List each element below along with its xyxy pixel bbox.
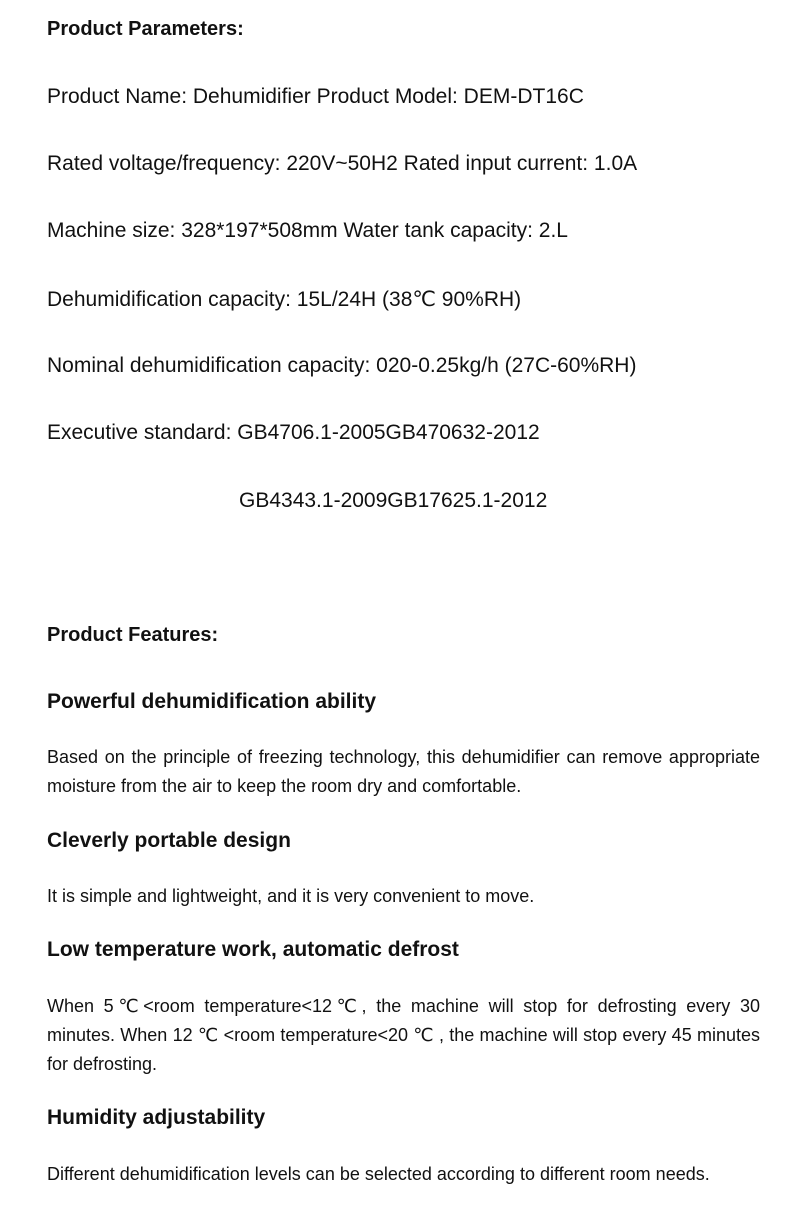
parameters-heading: Product Parameters:	[47, 18, 244, 40]
feature-text: It is simple and lightweight, and it is very convenient to move.	[47, 886, 535, 906]
param-voltage: Rated voltage/frequency: 220V~50H2 Rated input current: 1.0A	[47, 152, 638, 175]
param-nominal-capacity: Nominal dehumidification capacity: 020-0.25kg/h (27C-60%RH)	[47, 354, 637, 377]
param-dehumidification-capacity: Dehumidification capacity: 15L/24H (38℃ 90%RH)	[47, 288, 522, 311]
features-heading: Product Features:	[47, 624, 219, 646]
feature-title: Powerful dehumidification ability	[47, 690, 377, 713]
feature-title: Low temperature work, automatic defrost	[47, 938, 459, 961]
feature-title: Humidity adjustability	[47, 1106, 266, 1129]
feature-text: Different dehumidification levels can be selected according to different room needs.	[47, 1164, 710, 1184]
param-executive-standard: Executive standard: GB4706.1-2005GB470632-2012	[47, 421, 540, 444]
feature-text: Based on the principle of freezing technology, this dehumidifier can remove appropriate moisture from the air to keep the room dry and comfortable.	[47, 747, 760, 796]
param-product-name: Product Name: Dehumidifier Product Model: DEM-DT16C	[47, 85, 584, 108]
feature-text: When 5℃<room temperature<12℃, the machine will stop for defrosting every 30 minutes. When 12 ℃ <room temperature<20 ℃ , the machine will stop every 45 minutes for defrosting.	[47, 996, 760, 1074]
param-standard-continuation: GB4343.1-2009GB17625.1-2012	[239, 489, 548, 512]
param-machine-size: Machine size: 328*197*508mm Water tank capacity: 2.L	[47, 219, 568, 242]
feature-title: Cleverly portable design	[47, 829, 291, 852]
